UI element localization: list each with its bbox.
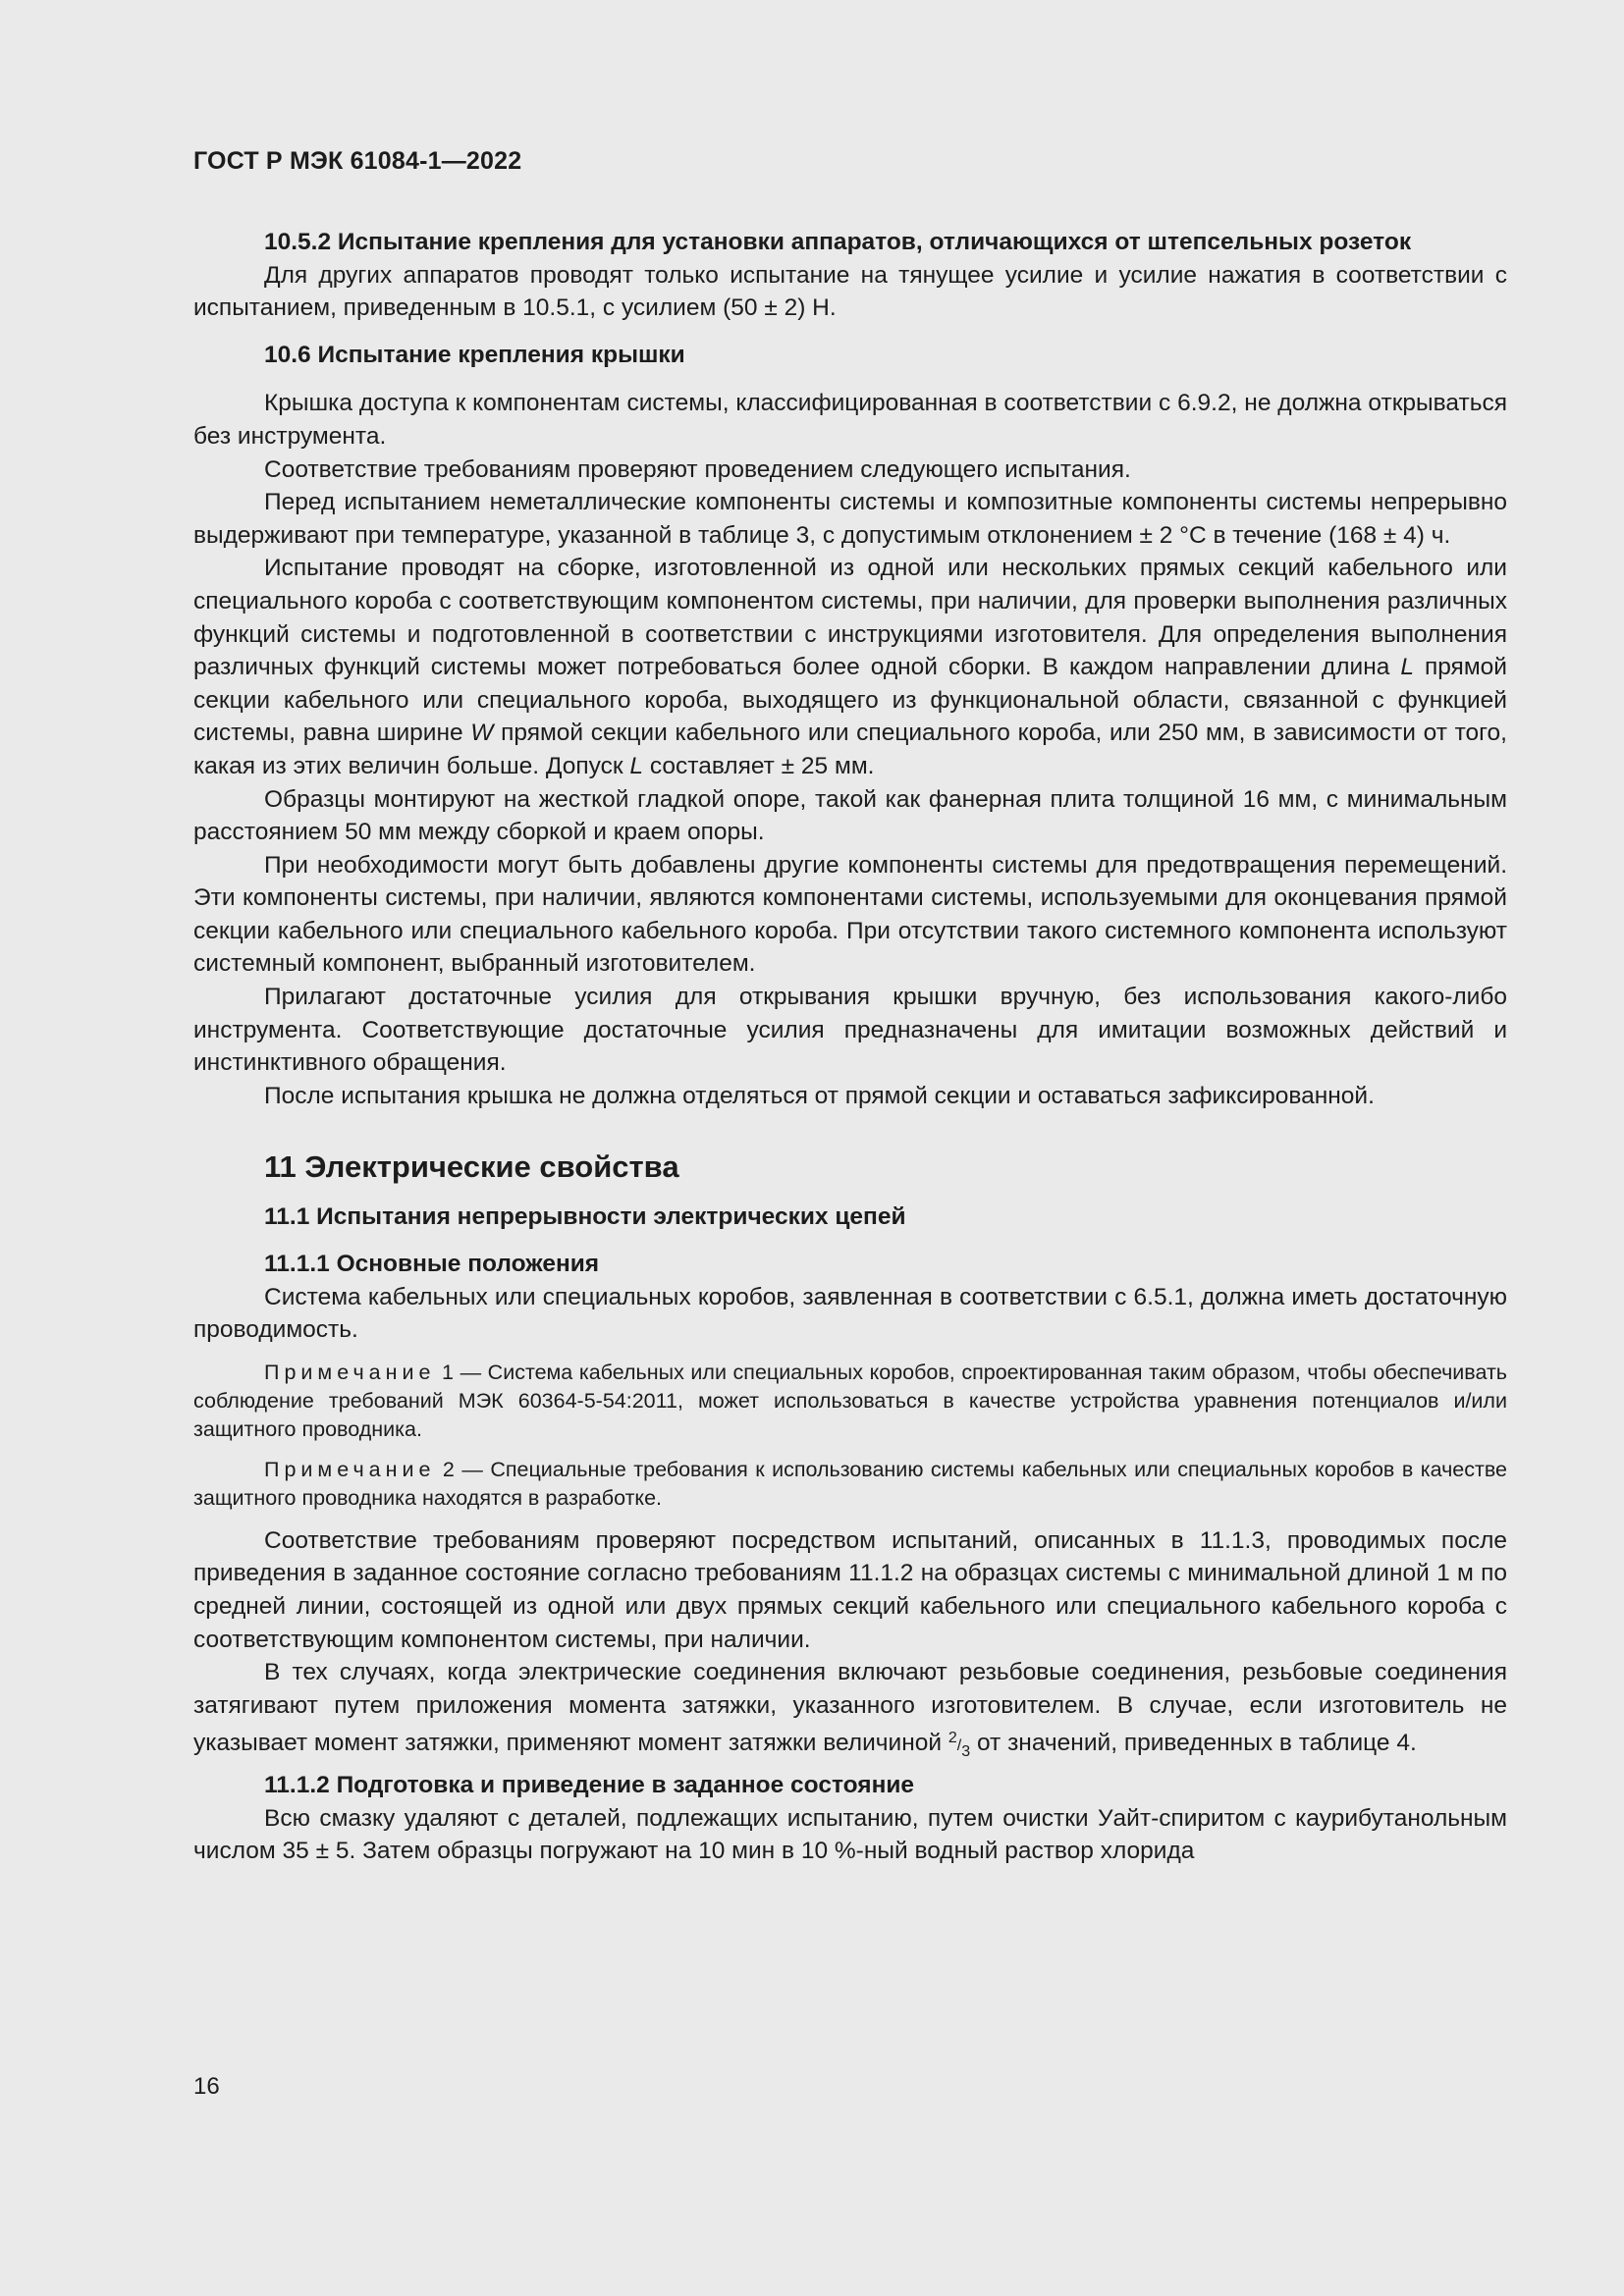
section-11-1-2-title: 11.1.2 Подготовка и приведение в заданное состояние xyxy=(264,1771,915,1798)
section-11-1-1-title: 11.1.1 Основные положения xyxy=(264,1251,600,1278)
fraction-two-thirds xyxy=(947,1730,971,1761)
section-10-6-title: 10.6 Испытание крепления крышки xyxy=(264,341,685,368)
document-body xyxy=(193,226,1507,1868)
paragraph: Всю смазку удаляют с деталей, подлежащих испытанию, путем очистки Уайт-спиритом с каурибутанольным числом 35 ± 5. Затем образцы погружают на 10 мин в 10 %-ный водный раствор хлорида xyxy=(193,1804,1507,1865)
fraction-slash: / xyxy=(956,1737,962,1755)
text-run: прямой секции кабельного или специального короба, выходящего из функциональной области, связанной с функцией системы, равна ширине xyxy=(193,654,1507,747)
document-code-header: ГОСТ Р МЭК 61084-1—2022 xyxy=(193,147,522,175)
text-run: составляет ± 25 мм. xyxy=(643,752,875,779)
variable-L: L xyxy=(629,752,644,779)
text-run: от значений, приведенных в таблице 4. xyxy=(970,1730,1417,1757)
note-2 xyxy=(193,1456,1507,1513)
variable-L: L xyxy=(1400,654,1414,681)
note-1 xyxy=(193,1359,1507,1444)
text-run: Испытание проводят на сборке, изготовленной из одной или нескольких прямых секций кабельного или специального короба с соответствующим компонентом системы, при наличии, для проверки выполнения различных функций системы и подготовленной в соответствии с инструкциями изготовителя. Для определения выполнения различных функций системы может потребоваться более одной сборки. В каждом направлении длина xyxy=(193,555,1507,681)
note-text: 2 — Специальные требования к использованию системы кабельных или специальных коробов в качестве защитного проводника находятся в разработке. xyxy=(193,1457,1507,1510)
section-11-title: 11 Электрические свойства xyxy=(264,1149,679,1185)
paragraph: Перед испытанием неметаллические компоненты системы и композитные компоненты системы непрерывно выдерживают при температуре, указанной в таблице 3, с допустимым отклонением ± 2 °С в течение (168 ± 4) ч. xyxy=(193,489,1507,549)
paragraph: Прилагают достаточные усилия для открывания крышки вручную, без использования какого-либо инструмента. Соответствующие достаточные усилия предназначены для имитации возможных действий и инстинктивного обращения. xyxy=(193,984,1507,1077)
paragraph: Соответствие требованиям проверяют посредством испытаний, описанных в 11.1.3, проводимых после приведения в заданное состояние согласно требованиям 11.1.2 на образцах системы с минимальной длиной 1 м по средней линии, состоящей из одной или двух прямых секций кабельного или специального кабельного короба с соответствующим компонентом системы, при наличии. xyxy=(193,1526,1507,1653)
note-label: Примечание xyxy=(264,1457,436,1481)
text-run: прямой секции кабельного или специального короба, или 250 мм, в зависимости от того, какая из этих величин больше. Допуск xyxy=(193,720,1507,779)
text-run: В тех случаях, когда электрические соединения включают резьбовые соединения, резьбовые соединения затягивают путем приложения момента затяжки, указанного изготовителем. В случае, если изготовитель не указывает момент затяжки, применяют момент затяжки величиной xyxy=(193,1659,1507,1757)
paragraph: Система кабельных или специальных коробов, заявленная в соответствии с 6.5.1, должна иметь достаточную проводимость. xyxy=(193,1283,1507,1344)
variable-W: W xyxy=(470,720,494,747)
paragraph: Для других аппаратов проводят только испытание на тянущее усилие и усилие нажатия в соответствии с испытанием, приведенным в 10.5.1, с усилием (50 ± 2) Н. xyxy=(193,261,1507,322)
paragraph: После испытания крышка не должна отделяться от прямой секции и оставаться зафиксированной. xyxy=(264,1082,1375,1109)
fraction-numerator: 2 xyxy=(947,1730,957,1747)
paragraph: Образцы монтируют на жесткой гладкой опоре, такой как фанерная плита толщиной 16 мм, с минимальным расстоянием 50 мм между сборкой и краем опоры. xyxy=(193,785,1507,846)
page-number: 16 xyxy=(193,2073,220,2100)
section-10-5-2-title: 10.5.2 Испытание крепления для установки аппаратов, отличающихся от штепсельных розеток xyxy=(264,229,1412,255)
paragraph: Соответствие требованиям проверяют проведением следующего испытания. xyxy=(264,455,1131,483)
paragraph: Крышка доступа к компонентам системы, классифицированная в соответствии с 6.9.2, не должна открываться без инструмента. xyxy=(193,390,1507,450)
paragraph: При необходимости могут быть добавлены другие компоненты системы для предотвращения перемещений. Эти компоненты системы, при наличии, являются компонентами системы, используемыми для оконцевания прямой секции кабельного или специального кабельного короба. При отсутствии такого системного компонента используют системный компонент, выбранный изготовителем. xyxy=(193,851,1507,978)
fraction-denominator: 3 xyxy=(961,1743,971,1761)
note-label: Примечание xyxy=(264,1360,436,1384)
paragraph-length-definition xyxy=(193,552,1507,782)
section-11-1-title: 11.1 Испытания непрерывности электрических цепей xyxy=(264,1203,906,1231)
paragraph-torque xyxy=(193,1656,1507,1769)
note-text: 1 — Система кабельных или специальных коробов, спроектированная таким образом, чтобы обеспечивать соблюдение требований МЭК 60364-5-54:2011, может использоваться в качестве устройства уравнения потенциалов и/или защитного проводника. xyxy=(193,1360,1507,1441)
